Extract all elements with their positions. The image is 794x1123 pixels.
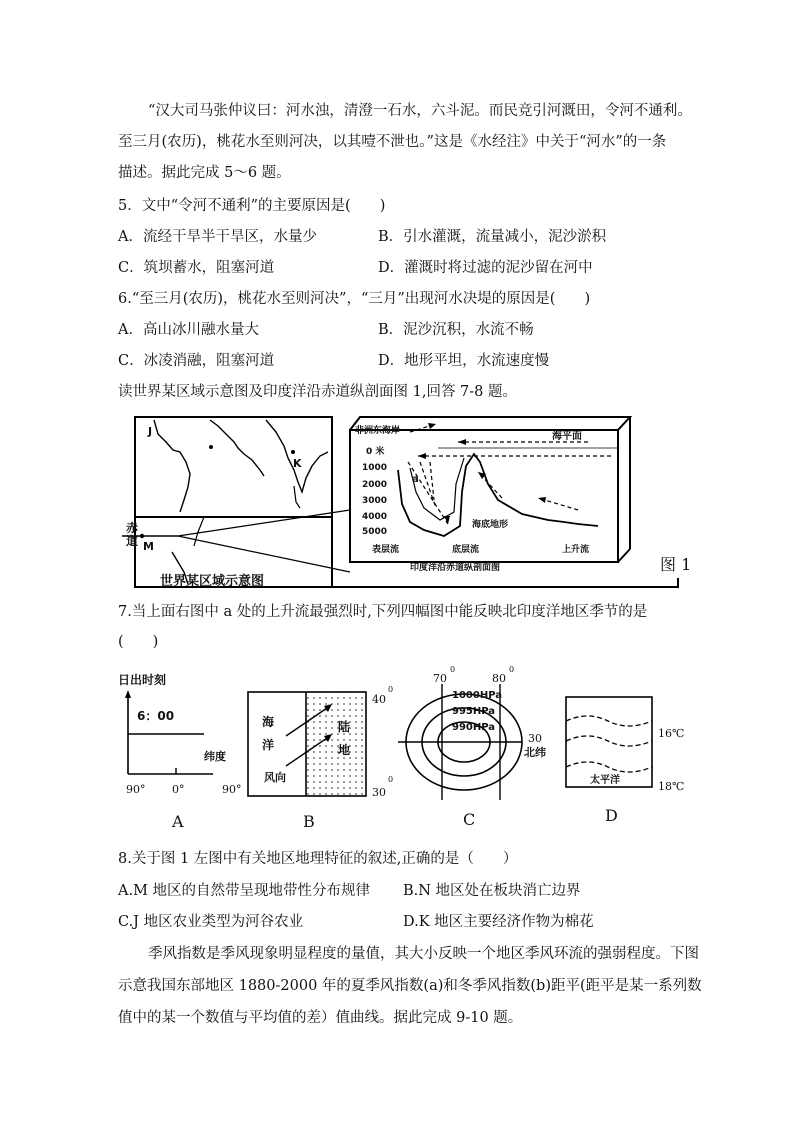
- point-j: [209, 445, 213, 449]
- current-arrows: [408, 424, 614, 524]
- figure-number: 图 1: [660, 555, 692, 574]
- coast-label: 非洲东海岸: [355, 426, 401, 436]
- fig-b-lat-top: 40: [372, 693, 386, 706]
- isotherm-16: [566, 716, 652, 726]
- sea-level-label: 海平面: [552, 431, 582, 442]
- ridge-label: 海底地形: [472, 520, 509, 530]
- africa-coastline: [154, 420, 190, 512]
- arabia-coastline: [210, 420, 264, 476]
- intro-line-2: 至三月(农历)，桃花水至则河决，以其噎不泄也。”这是《水经注》中关于“河水”的一条: [118, 134, 667, 150]
- q8-option-d: D.K 地区主要经济作物为棉花: [403, 914, 594, 930]
- fig-a-tick-2: 0°: [172, 783, 185, 796]
- fig-a-title: 日出时刻: [118, 673, 167, 687]
- para9-line-2: 示意我国东部地区 1880-2000 年的夏季风指数(a)和冬季风指数(b)距平(距平是某一系列数: [118, 978, 702, 994]
- fig-c-lon1-deg: 0: [450, 665, 456, 674]
- intro-line-1: “汉大司马张仲议曰：河水浊，清澄一石水，六斗泥。而民竞引河溉田，令河不通利。: [148, 103, 692, 119]
- point-k: [291, 450, 295, 454]
- q8-option-b: B.N 地区处在板块消亡边界: [403, 883, 581, 899]
- depth-1000: 1000: [362, 463, 388, 473]
- fig-b-lat-bot: 30: [372, 786, 386, 799]
- point-m: [140, 534, 144, 538]
- label-j: J: [148, 425, 153, 438]
- fig-c-north: 北纬: [524, 746, 546, 759]
- fig-c-p1: 1000HPa: [452, 690, 503, 701]
- map-inset-frame: [135, 417, 332, 517]
- q8-option-a: A.M 地区的自然带呈现地带性分布规律: [118, 883, 371, 899]
- fig-b-deg-top: 0: [388, 685, 394, 694]
- fig-a-time: 6：00: [137, 709, 175, 723]
- q5-option-c: C．筑坝蓄水，阻塞河道: [118, 260, 275, 276]
- depth-4000: 4000: [362, 512, 388, 522]
- q6-option-d: D．地形平坦，水流速度慢: [378, 353, 550, 369]
- fig-b-sea: 海 洋: [262, 715, 275, 752]
- q5-option-a: A．流经干旱半干旱区，水量少: [118, 229, 317, 245]
- legend-upwelling: 上升流: [562, 545, 590, 555]
- fig-b-letter: B: [303, 812, 315, 831]
- q8-stem: 8.关于图 1 左图中有关地区地理特征的叙述,正确的是（ ）: [118, 851, 518, 867]
- depth-3000: 3000: [362, 496, 388, 506]
- label-m: M: [143, 540, 154, 553]
- fig-b-deg-bot: 0: [388, 775, 394, 784]
- depth-2000: 2000: [362, 480, 388, 490]
- equator-label: 赤 道: [126, 521, 139, 549]
- q5-option-b: B．引水灌溉，流量减小，泥沙淤积: [378, 229, 607, 245]
- q6-option-a: A．高山冰川融水量大: [118, 322, 259, 338]
- fig-d-ocean: 太平洋: [590, 775, 620, 786]
- fig-c-lon1: 70: [433, 672, 447, 685]
- q5-stem: 5．文中“令河不通利”的主要原因是( ): [118, 198, 386, 214]
- q6-stem: 6.“至三月(农历)，桃花水至则河决”，“三月”出现河水决堤的原因是( ): [118, 291, 591, 307]
- q7-paren: ( ): [118, 634, 159, 650]
- read-instruction-7-8: 读世界某区域示意图及印度洋沿赤道纵剖面图 1,回答 7-8 题。: [118, 384, 518, 400]
- q8-option-c: C.J 地区农业类型为河谷农业: [118, 914, 304, 930]
- para9-line-3: 值中的某一个数值与平均值的差）值曲线。据此完成 9-10 题。: [118, 1010, 523, 1026]
- fig-a-tick-1: 90°: [126, 783, 146, 796]
- q6-option-c: C．冰凌消融，阻塞河道: [118, 353, 275, 369]
- isotherm-18: [566, 762, 652, 772]
- depth-5000: 5000: [362, 527, 388, 537]
- map-caption: 世界某区域示意图: [160, 574, 265, 589]
- fig-c-lon2-deg: 0: [509, 665, 515, 674]
- point-a-label: a: [412, 474, 419, 485]
- india-coastline: [266, 420, 328, 492]
- intro-line-3: 描述。据此完成 5～6 题。: [118, 165, 291, 181]
- fig-c-lon2: 80: [492, 672, 506, 685]
- fig-a-axis: 纬度: [204, 750, 226, 763]
- para9-line-1: 季风指数是季风现象明显程度的量值，其大小反映一个地区季风环流的强弱程度。下图: [148, 946, 699, 962]
- q6-option-b: B．泥沙沉积，水流不畅: [378, 322, 534, 338]
- legend-surface: 表层流: [372, 545, 400, 555]
- fig-c-p3: 990HPa: [452, 722, 496, 733]
- fig-c-letter: C: [463, 810, 476, 829]
- fig-a-tick-3: 90°: [222, 783, 242, 796]
- section-front: [350, 430, 618, 562]
- section-caption: 印度洋沿赤道纵剖面图: [410, 563, 501, 573]
- depth-zero: 0 米: [366, 447, 385, 457]
- legend-bottom: 底层流: [452, 545, 480, 555]
- fig-d-letter: D: [605, 806, 618, 825]
- fig-d-t2: 18℃: [658, 780, 685, 793]
- fig-c-p2: 995HPa: [452, 706, 496, 717]
- arrow-heads: [418, 423, 546, 524]
- fig-d-t1: 16℃: [658, 727, 685, 740]
- q5-option-d: D．灌溉时将过滤的泥沙留在河中: [378, 260, 593, 276]
- label-k: K: [293, 457, 302, 470]
- q7-stem: 7.当上面右图中 a 处的上升流最强烈时,下列四幅图中能反映北印度洋地区季节的是: [118, 604, 648, 620]
- fig-b-land: 陆 地: [338, 720, 351, 757]
- fig-a-letter: A: [172, 812, 184, 831]
- fig-c-lat: 30: [528, 732, 542, 745]
- fig-b-wind: 风向: [264, 771, 286, 784]
